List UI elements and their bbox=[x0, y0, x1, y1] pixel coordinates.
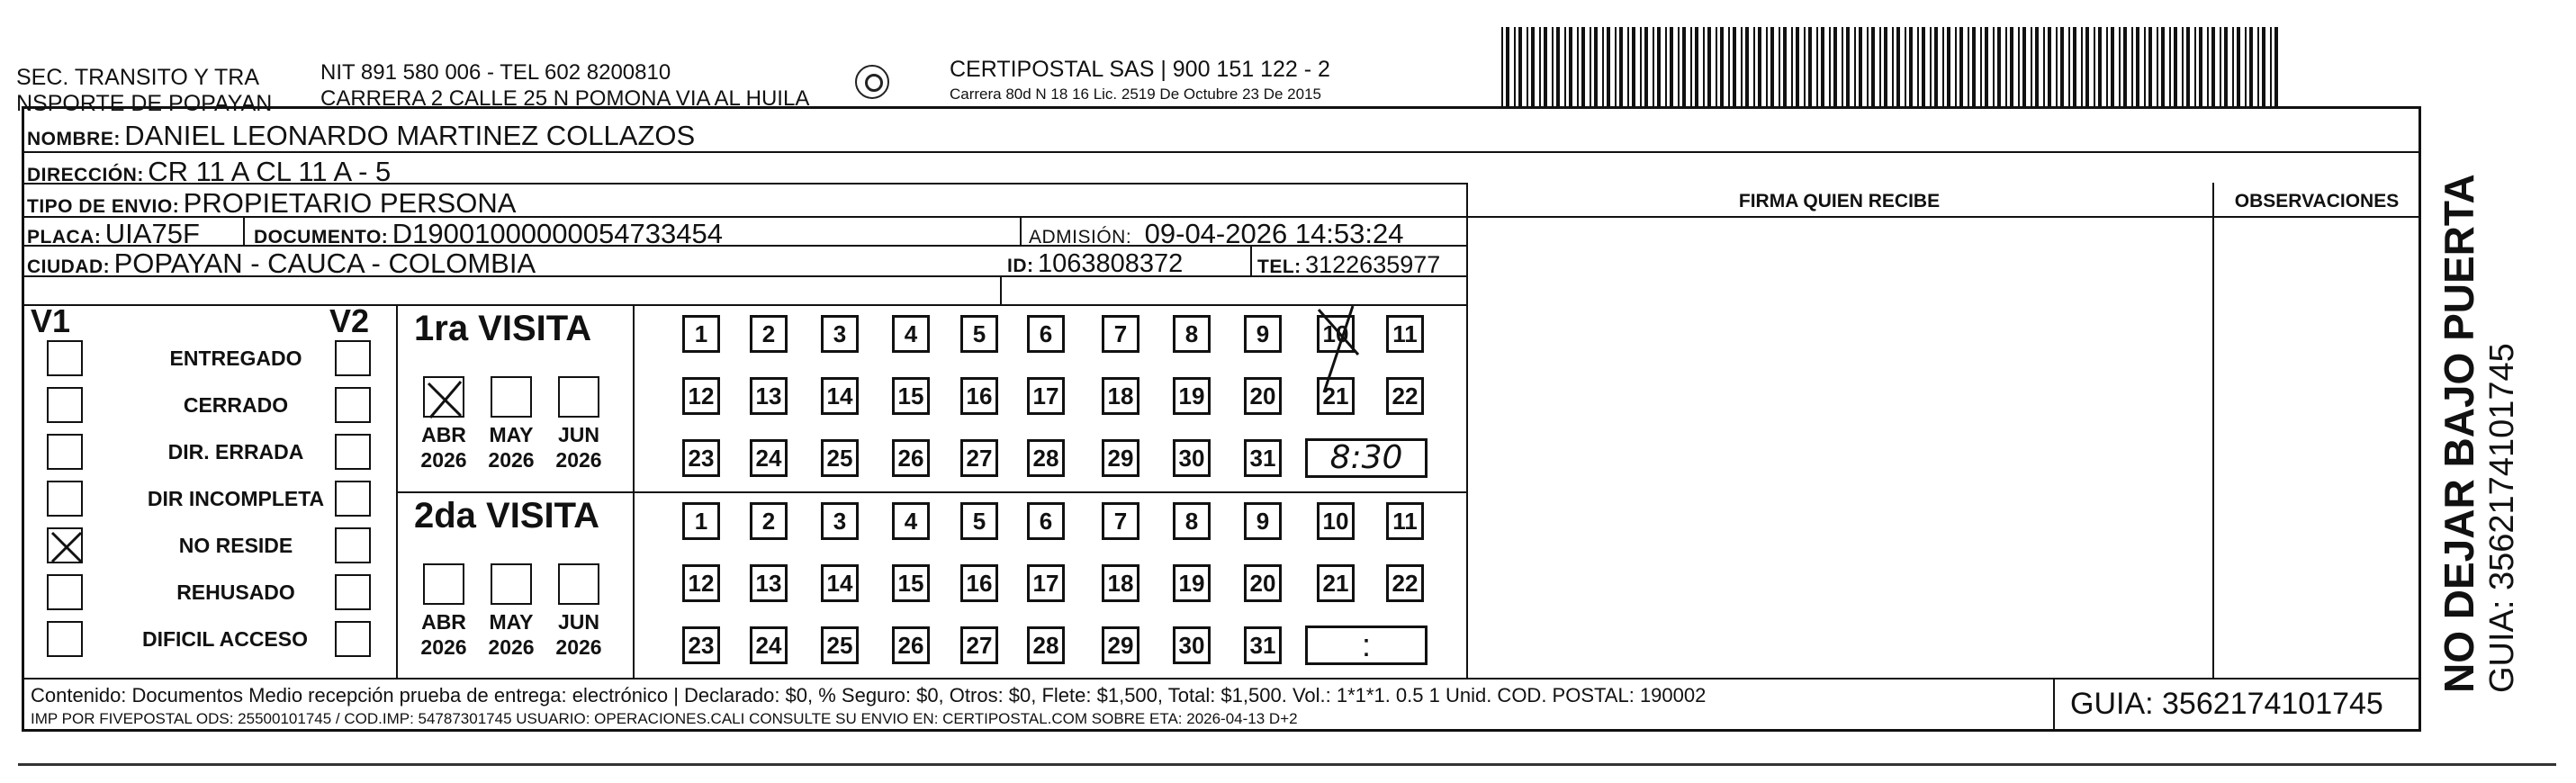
barcode-bar bbox=[2232, 27, 2234, 106]
barcode-bar bbox=[1665, 27, 1667, 106]
day-box[interactable]: 5 bbox=[960, 502, 998, 540]
day-box[interactable]: 9 bbox=[1244, 315, 1282, 353]
barcode-bar bbox=[2043, 27, 2045, 106]
day-box[interactable]: 9 bbox=[1244, 502, 1282, 540]
status-label: NO RESIDE bbox=[178, 534, 293, 557]
tel-label: TEL: bbox=[1257, 256, 1302, 277]
day-box[interactable]: 7 bbox=[1102, 315, 1139, 353]
month-checkbox[interactable] bbox=[491, 376, 532, 418]
observaciones-header: OBSERVACIONES bbox=[2234, 191, 2400, 212]
day-box[interactable]: 27 bbox=[960, 439, 998, 477]
placa-label: PLACA: bbox=[27, 227, 102, 248]
barcode-bar bbox=[1905, 27, 1906, 106]
tel-cell bbox=[1257, 251, 1440, 279]
barcode bbox=[1501, 27, 2284, 106]
courier-info bbox=[950, 57, 1330, 107]
day-box[interactable]: 20 bbox=[1244, 377, 1282, 415]
day-box[interactable]: 4 bbox=[892, 502, 930, 540]
barcode-bar bbox=[2257, 27, 2259, 106]
year-label: 2026 bbox=[555, 448, 602, 472]
admision-value: 09-04-2026 14:53:24 bbox=[1144, 218, 1404, 249]
admision-label: ADMISIÓN: bbox=[1029, 227, 1132, 248]
direccion-label: DIRECCIÓN: bbox=[27, 165, 144, 185]
barcode-bar bbox=[1892, 27, 1894, 106]
status-v2-checkbox[interactable] bbox=[335, 340, 371, 376]
barcode-bar bbox=[1997, 27, 2001, 106]
barcode-bar bbox=[2245, 27, 2247, 106]
barcode-bar bbox=[1703, 27, 1705, 106]
barcode-bar bbox=[2220, 27, 2221, 106]
barcode-bar bbox=[1867, 27, 1869, 106]
ciudad-cell bbox=[27, 248, 536, 280]
barcode-bar bbox=[1879, 27, 1881, 106]
day-box[interactable]: 27 bbox=[960, 626, 998, 664]
barcode-bar bbox=[1842, 27, 1843, 106]
barcode-bar bbox=[1607, 27, 1610, 106]
day-box[interactable]: 14 bbox=[821, 564, 859, 602]
barcode-bar bbox=[1758, 27, 1761, 106]
barcode-bar bbox=[1917, 27, 1919, 106]
year-label: 2026 bbox=[420, 448, 467, 472]
status-v2-checkbox[interactable] bbox=[335, 574, 371, 610]
barcode-bar bbox=[2237, 27, 2240, 106]
month-checkbox[interactable] bbox=[558, 376, 599, 418]
day-box[interactable]: 25 bbox=[821, 626, 859, 664]
barcode-bar bbox=[1829, 27, 1831, 106]
barcode-bar bbox=[2068, 27, 2070, 106]
barcode-bar bbox=[1632, 27, 1635, 106]
barcode-bar bbox=[1741, 27, 1743, 106]
barcode-bar bbox=[2022, 27, 2026, 106]
status-v2-checkbox[interactable] bbox=[335, 621, 371, 657]
day-box[interactable]: 4 bbox=[892, 315, 930, 353]
barcode-bar bbox=[1947, 27, 1950, 106]
barcode-bar bbox=[2005, 27, 2007, 106]
barcode-bar bbox=[1733, 27, 1736, 106]
barcode-bar bbox=[2169, 27, 2171, 106]
barcode-bar bbox=[1539, 27, 1541, 106]
time-field[interactable]: 8:30 bbox=[1305, 438, 1428, 478]
barcode-bar bbox=[1942, 27, 1944, 106]
barcode-bar bbox=[2048, 27, 2051, 106]
status-v2-checkbox[interactable] bbox=[335, 434, 371, 470]
year-label: 2026 bbox=[420, 635, 467, 659]
barcode-bar bbox=[2111, 27, 2114, 106]
day-box[interactable]: 24 bbox=[750, 439, 788, 477]
day-box[interactable]: 10 bbox=[1317, 315, 1355, 353]
barcode-bar bbox=[1552, 27, 1554, 106]
barcode-bar bbox=[1884, 27, 1887, 106]
barcode-bar bbox=[1804, 27, 1806, 106]
status-v2-checkbox[interactable] bbox=[335, 527, 371, 563]
barcode-bar bbox=[1753, 27, 1755, 106]
status-label: ENTREGADO bbox=[169, 346, 302, 370]
nombre-value: DANIEL LEONARDO MARTINEZ COLLAZOS bbox=[124, 120, 696, 151]
barcode-bar bbox=[2174, 27, 2177, 106]
barcode-bar bbox=[1770, 27, 1774, 106]
courier-line1: CERTIPOSTAL SAS | 900 151 122 - 2 bbox=[950, 57, 1330, 82]
barcode-bar bbox=[1955, 27, 1957, 106]
day-box[interactable]: 28 bbox=[1027, 439, 1065, 477]
day-box[interactable]: 15 bbox=[892, 564, 930, 602]
barcode-bar bbox=[1670, 27, 1673, 106]
day-box[interactable]: 28 bbox=[1027, 626, 1065, 664]
day-box[interactable]: 11 bbox=[1386, 502, 1424, 540]
barcode-bar bbox=[1871, 27, 1875, 106]
barcode-bar bbox=[1564, 27, 1566, 106]
day-box[interactable]: 26 bbox=[892, 439, 930, 477]
barcode-bar bbox=[2073, 27, 2076, 106]
day-box[interactable]: 23 bbox=[682, 439, 720, 477]
day-box[interactable]: 14 bbox=[821, 377, 859, 415]
barcode-bar bbox=[1791, 27, 1793, 106]
status-v2-checkbox[interactable] bbox=[335, 481, 371, 517]
barcode-bar bbox=[2249, 27, 2253, 106]
barcode-bar bbox=[2085, 27, 2089, 106]
day-box[interactable]: 13 bbox=[750, 564, 788, 602]
admision-cell bbox=[1029, 218, 1404, 250]
day-box[interactable]: 8 bbox=[1173, 315, 1211, 353]
placa-cell bbox=[27, 218, 200, 250]
day-box[interactable]: 2 bbox=[750, 502, 788, 540]
barcode-bar bbox=[2106, 27, 2108, 106]
status-v1-checkbox[interactable] bbox=[47, 621, 83, 657]
side-warning-text: NO DEJAR BAJO PUERTA bbox=[2436, 174, 2482, 693]
month-label: ABR bbox=[421, 423, 466, 446]
barcode-bar bbox=[1581, 27, 1585, 106]
barcode-bar bbox=[2123, 27, 2127, 106]
status-v2-checkbox[interactable] bbox=[335, 387, 371, 423]
barcode-bar bbox=[1514, 27, 1516, 106]
month-checkbox[interactable] bbox=[423, 376, 464, 418]
visit-title: 2da VISITA bbox=[414, 496, 599, 536]
sender-org-line2: NSPORTE DE POPAYAN bbox=[16, 91, 273, 116]
month-checkbox[interactable] bbox=[491, 563, 532, 605]
barcode-bar bbox=[2262, 27, 2265, 106]
barcode-bar bbox=[2199, 27, 2202, 106]
day-box[interactable]: 30 bbox=[1173, 626, 1211, 664]
barcode-bar bbox=[2010, 27, 2013, 106]
day-box[interactable]: 24 bbox=[750, 626, 788, 664]
day-box[interactable]: 22 bbox=[1386, 564, 1424, 602]
barcode-bar bbox=[1985, 27, 1988, 106]
tipo-label: TIPO DE ENVIO: bbox=[27, 196, 180, 217]
barcode-bar bbox=[1922, 27, 1925, 106]
barcode-bar bbox=[1959, 27, 1963, 106]
day-box[interactable]: 8 bbox=[1173, 502, 1211, 540]
barcode-bar bbox=[2031, 27, 2032, 106]
barcode-bar bbox=[1783, 27, 1787, 106]
courier-line2: Carrera 80d N 18 16 Lic. 2519 De Octubre 23 De 2015 bbox=[950, 86, 1321, 103]
guia-number: GUIA: 3562174101745 bbox=[2070, 687, 2383, 721]
month-label: ABR bbox=[421, 610, 466, 634]
day-box[interactable]: 15 bbox=[892, 377, 930, 415]
barcode-bar bbox=[1909, 27, 1913, 106]
year-label: 2026 bbox=[555, 635, 602, 659]
signature-area[interactable] bbox=[1466, 216, 2212, 678]
day-box[interactable]: 6 bbox=[1027, 502, 1065, 540]
status-v1-checkbox[interactable] bbox=[47, 481, 83, 517]
barcode-bar bbox=[1854, 27, 1856, 106]
barcode-bar bbox=[1501, 27, 1503, 106]
day-box[interactable]: 11 bbox=[1386, 315, 1424, 353]
day-box[interactable]: 17 bbox=[1027, 377, 1065, 415]
barcode-bar bbox=[1745, 27, 1749, 106]
placa-value: UIA75F bbox=[104, 218, 200, 249]
ciudad-value: POPAYAN - CAUCA - COLOMBIA bbox=[113, 248, 536, 279]
barcode-bar bbox=[1808, 27, 1812, 106]
barcode-bar bbox=[1833, 27, 1837, 106]
courier-logo-icon bbox=[855, 65, 889, 99]
barcode-bar bbox=[2056, 27, 2058, 106]
visit-title: 1ra VISITA bbox=[414, 309, 592, 348]
day-box[interactable]: 12 bbox=[682, 377, 720, 415]
barcode-bar bbox=[2094, 27, 2095, 106]
status-v1-checkbox[interactable] bbox=[47, 387, 83, 423]
day-box[interactable]: 7 bbox=[1102, 502, 1139, 540]
day-box[interactable]: 12 bbox=[682, 564, 720, 602]
barcode-bar bbox=[1968, 27, 1969, 106]
sender-address-line: CARRERA 2 CALLE 25 N POMONA VIA AL HUILA bbox=[320, 86, 810, 111]
barcode-bar bbox=[1556, 27, 1560, 106]
barcode-bar bbox=[2207, 27, 2209, 106]
barcode-bar bbox=[1896, 27, 1900, 106]
status-label: CERRADO bbox=[183, 393, 289, 417]
documento-label: DOCUMENTO: bbox=[254, 227, 389, 248]
day-box[interactable]: 10 bbox=[1317, 502, 1355, 540]
day-box[interactable]: 5 bbox=[960, 315, 998, 353]
barcode-bar bbox=[2131, 27, 2133, 106]
v1-header: V1 bbox=[31, 302, 71, 339]
barcode-bar bbox=[1972, 27, 1976, 106]
v2-header: V2 bbox=[329, 302, 370, 339]
ciudad-label: CIUDAD: bbox=[27, 256, 111, 277]
year-label: 2026 bbox=[488, 448, 535, 472]
status-v1-checkbox[interactable] bbox=[47, 574, 83, 610]
day-box[interactable]: 3 bbox=[821, 315, 859, 353]
barcode-bar bbox=[1695, 27, 1698, 106]
barcode-bar bbox=[1653, 27, 1654, 106]
direccion-row bbox=[27, 156, 391, 188]
barcode-bar bbox=[1640, 27, 1642, 106]
barcode-bar bbox=[2157, 27, 2158, 106]
barcode-bar bbox=[1716, 27, 1717, 106]
day-box[interactable]: 2 bbox=[750, 315, 788, 353]
barcode-bar bbox=[1682, 27, 1686, 106]
barcode-bar bbox=[2186, 27, 2190, 106]
barcode-bar bbox=[1678, 27, 1680, 106]
barcode-bar bbox=[2136, 27, 2139, 106]
barcode-bar bbox=[1821, 27, 1824, 106]
day-box[interactable]: 16 bbox=[960, 377, 998, 415]
barcode-bar bbox=[2224, 27, 2228, 106]
day-box[interactable]: 18 bbox=[1102, 564, 1139, 602]
barcode-bar bbox=[1619, 27, 1623, 106]
barcode-bar bbox=[2194, 27, 2196, 106]
barcode-bar bbox=[1846, 27, 1850, 106]
id-value: 1063808372 bbox=[1037, 249, 1184, 278]
day-box[interactable]: 20 bbox=[1244, 564, 1282, 602]
direccion-value: CR 11 A CL 11 A - 5 bbox=[148, 156, 392, 187]
year-label: 2026 bbox=[488, 635, 535, 659]
day-box[interactable]: 21 bbox=[1317, 377, 1355, 415]
status-label: REHUSADO bbox=[176, 580, 295, 604]
barcode-bar bbox=[2274, 27, 2278, 106]
barcode-bar bbox=[1796, 27, 1799, 106]
imp-text: IMP POR FIVEPOSTAL ODS: 25500101745 / COD.IMP: 54787301745 USUARIO: OPERACIONES.CALI CONSULTE SU ENVIO EN: CERTIPOSTAL.COM SOBRE ETA: 2026-04-13 D+2 bbox=[31, 710, 1298, 727]
barcode-bar bbox=[2081, 27, 2083, 106]
day-box[interactable]: 13 bbox=[750, 377, 788, 415]
day-box[interactable]: 16 bbox=[960, 564, 998, 602]
barcode-bar bbox=[1615, 27, 1617, 106]
check-x-icon bbox=[425, 378, 466, 419]
barcode-bar bbox=[1506, 27, 1509, 106]
barcode-bar bbox=[1728, 27, 1730, 106]
barcode-bar bbox=[1590, 27, 1591, 106]
barcode-bar bbox=[1690, 27, 1692, 106]
barcode-bar bbox=[2270, 27, 2272, 106]
sender-org-line1: SEC. TRANSITO Y TRA bbox=[16, 65, 259, 90]
month-checkbox[interactable] bbox=[423, 563, 464, 605]
tel-value: 3122635977 bbox=[1305, 251, 1441, 278]
barcode-bar bbox=[1934, 27, 1938, 106]
barcode-bar bbox=[1627, 27, 1629, 106]
month-label: JUN bbox=[557, 423, 599, 446]
id-label: ID: bbox=[1007, 256, 1034, 276]
barcode-bar bbox=[2211, 27, 2215, 106]
contenido-text: Contenido: Documentos Medio recepción prueba de entrega: electrónico | Declarado: $0, % Seguro: $0, Otros: $0, Flete: $1,500, Total: $1,500. Vol.: 1*1*1. 0.5 1 Unid. COD. POSTAL: 190002 bbox=[31, 684, 1707, 706]
barcode-bar bbox=[2098, 27, 2102, 106]
day-box[interactable]: 29 bbox=[1102, 439, 1139, 477]
observations-area[interactable] bbox=[2212, 216, 2421, 678]
month-label: MAY bbox=[489, 610, 534, 634]
barcode-bar bbox=[1720, 27, 1724, 106]
barcode-bar bbox=[2018, 27, 2020, 106]
nombre-row bbox=[27, 120, 695, 152]
barcode-bar bbox=[1766, 27, 1768, 106]
barcode-bar bbox=[1779, 27, 1780, 106]
barcode-bar bbox=[1657, 27, 1661, 106]
day-box[interactable]: 17 bbox=[1027, 564, 1065, 602]
day-box[interactable]: 31 bbox=[1244, 439, 1282, 477]
barcode-bar bbox=[2161, 27, 2165, 106]
nombre-label: NOMBRE: bbox=[27, 129, 121, 149]
status-label: DIR INCOMPLETA bbox=[147, 487, 325, 510]
barcode-bar bbox=[1569, 27, 1572, 106]
month-checkbox[interactable] bbox=[558, 563, 599, 605]
barcode-bar bbox=[2148, 27, 2152, 106]
sender-contact bbox=[320, 59, 809, 112]
day-box[interactable]: 6 bbox=[1027, 315, 1065, 353]
status-v1-checkbox[interactable] bbox=[47, 527, 83, 563]
documento-value: D19001000000054733454 bbox=[392, 218, 723, 249]
status-v1-checkbox[interactable] bbox=[47, 340, 83, 376]
barcode-bar bbox=[1816, 27, 1818, 106]
day-box[interactable]: 23 bbox=[682, 626, 720, 664]
day-box[interactable]: 25 bbox=[821, 439, 859, 477]
day-box[interactable]: 29 bbox=[1102, 626, 1139, 664]
day-box[interactable]: 3 bbox=[821, 502, 859, 540]
tipo-row bbox=[27, 187, 516, 220]
day-box[interactable]: 1 bbox=[682, 502, 720, 540]
barcode-bar bbox=[1602, 27, 1604, 106]
barcode-bar bbox=[2144, 27, 2146, 106]
status-label: DIFICIL ACCESO bbox=[141, 627, 308, 651]
sender-nit-line: NIT 891 580 006 - TEL 602 8200810 bbox=[320, 60, 671, 85]
month-label: MAY bbox=[489, 423, 534, 446]
barcode-bar bbox=[1993, 27, 1995, 106]
barcode-bar bbox=[1644, 27, 1648, 106]
day-box[interactable]: 21 bbox=[1317, 564, 1355, 602]
day-box[interactable]: 19 bbox=[1173, 564, 1211, 602]
day-box[interactable]: 31 bbox=[1244, 626, 1282, 664]
barcode-bar bbox=[2060, 27, 2064, 106]
status-v1-checkbox[interactable] bbox=[47, 434, 83, 470]
side-guia-text: GUIA: 3562174101745 bbox=[2483, 343, 2521, 693]
month-label: JUN bbox=[557, 610, 599, 634]
barcode-bar bbox=[2182, 27, 2184, 106]
barcode-bar bbox=[2119, 27, 2121, 106]
side-warning bbox=[2435, 174, 2522, 693]
check-x-icon bbox=[49, 529, 85, 565]
barcode-bar bbox=[1930, 27, 1932, 106]
day-box[interactable]: 18 bbox=[1102, 377, 1139, 415]
id-cell bbox=[1007, 249, 1183, 279]
day-box[interactable]: 30 bbox=[1173, 439, 1211, 477]
tipo-value: PROPIETARIO PERSONA bbox=[183, 187, 517, 219]
documento-cell bbox=[254, 218, 723, 250]
barcode-bar bbox=[1531, 27, 1535, 106]
day-box[interactable]: 22 bbox=[1386, 377, 1424, 415]
barcode-bar bbox=[1518, 27, 1522, 106]
barcode-bar bbox=[1577, 27, 1579, 106]
time-field[interactable]: : bbox=[1305, 626, 1428, 665]
barcode-bar bbox=[1527, 27, 1528, 106]
barcode-bar bbox=[1980, 27, 1982, 106]
barcode-bar bbox=[1859, 27, 1862, 106]
firma-header: FIRMA QUIEN RECIBE bbox=[1738, 191, 1941, 212]
barcode-bar bbox=[1707, 27, 1711, 106]
status-label: DIR. ERRADA bbox=[167, 440, 304, 464]
day-box[interactable]: 19 bbox=[1173, 377, 1211, 415]
day-box[interactable]: 26 bbox=[892, 626, 930, 664]
barcode-bar bbox=[2035, 27, 2039, 106]
barcode-bar bbox=[1594, 27, 1598, 106]
barcode-bar bbox=[1544, 27, 1547, 106]
day-box[interactable]: 1 bbox=[682, 315, 720, 353]
